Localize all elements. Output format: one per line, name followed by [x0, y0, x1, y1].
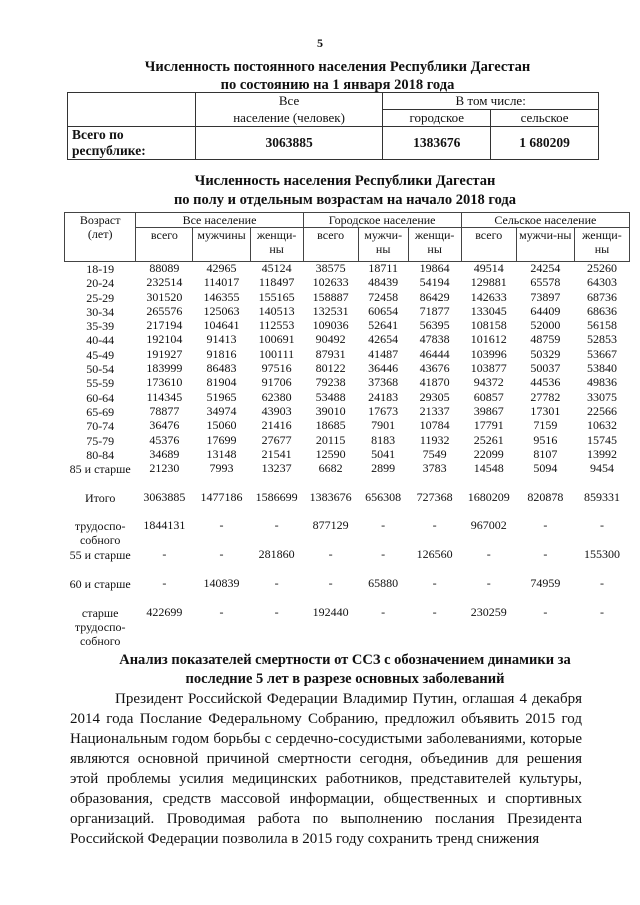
table-cell: 48439	[368, 275, 399, 290]
table-cell: 68636	[586, 303, 617, 318]
header-rural-men: мужчи-ны	[516, 228, 574, 262]
table-row	[65, 434, 630, 448]
table-cell: 100111	[259, 346, 295, 361]
table-row	[65, 291, 630, 305]
table-cell: 859331	[583, 490, 620, 505]
table-cell: 125063	[203, 303, 240, 318]
table-cell: 64303	[586, 275, 617, 290]
table-row	[65, 333, 630, 347]
table-cell: 34974	[206, 403, 237, 418]
table-cell: 183999	[146, 361, 183, 376]
table-cell: 38575	[315, 261, 346, 275]
table-cell: 21337	[419, 403, 450, 418]
age-group-label: 80-84	[86, 447, 115, 462]
table-cell: 49514	[473, 261, 504, 275]
table-row	[65, 606, 630, 650]
table-cell: 230259	[470, 605, 507, 620]
table-cell: 42654	[368, 332, 399, 347]
table-row	[65, 519, 630, 548]
table-cell: 191927	[146, 346, 183, 361]
header-rural: сельское	[491, 110, 599, 127]
age-group-label: 45-49	[86, 347, 115, 362]
table-cell: 192440	[312, 605, 349, 620]
header-urban-women: женщи-ны	[408, 228, 461, 262]
table-cell: 140839	[203, 576, 240, 591]
table-cell: 102633	[312, 275, 349, 290]
table-cell: 109036	[312, 318, 349, 333]
table-cell: 27677	[261, 432, 292, 447]
table-cell: 13992	[586, 446, 617, 461]
table-cell: -	[381, 547, 386, 562]
table-cell: 74959	[530, 576, 561, 591]
table-cell: -	[274, 605, 279, 620]
table-cell: 60857	[473, 389, 504, 404]
table-cell: 101612	[470, 332, 507, 347]
population-table-title	[60, 58, 615, 94]
table-cell: 114345	[146, 389, 183, 404]
table-cell: -	[381, 605, 386, 620]
table-cell: -	[543, 605, 548, 620]
age-group-label: 60-64	[86, 390, 115, 405]
table-row	[65, 548, 630, 577]
table-cell: 56395	[419, 318, 450, 333]
table-cell: 7993	[209, 461, 234, 476]
table-cell: 29305	[419, 389, 450, 404]
table-cell: 100691	[258, 332, 295, 347]
table-cell: 104641	[203, 318, 240, 333]
table-cell: 158887	[312, 289, 349, 304]
table-cell: 45124	[261, 261, 292, 275]
table-cell: 10784	[419, 418, 450, 433]
header-all-line1: Все	[195, 93, 383, 110]
table-cell: -	[432, 518, 437, 533]
table-cell: 656308	[365, 490, 402, 505]
empty-corner-cell	[68, 93, 196, 110]
table-cell: 146355	[203, 289, 240, 304]
table-cell: 60654	[368, 303, 399, 318]
age-group-label: трудоспо-собного	[74, 519, 126, 548]
empty-corner-cell	[68, 110, 196, 127]
table-cell: 24183	[368, 389, 399, 404]
table-cell: 13148	[206, 446, 237, 461]
table-cell: 86429	[419, 289, 450, 304]
table-cell: 112553	[258, 318, 295, 333]
table-cell: 217194	[146, 318, 183, 333]
table-cell: -	[543, 547, 548, 562]
table-cell: 1844131	[143, 518, 186, 533]
age-group-label: старше трудоспо-собного	[74, 606, 126, 649]
table-cell: 3063885	[143, 490, 186, 505]
table-cell: 41487	[368, 346, 399, 361]
table-cell: 118497	[258, 275, 295, 290]
table-cell: 52000	[530, 318, 561, 333]
table-cell: 18711	[368, 261, 398, 275]
table-cell: 20115	[315, 432, 346, 447]
title-line-2: по полу и отдельным возрастам на начало 2018 года	[173, 192, 517, 208]
header-urban-total: всего	[303, 228, 358, 262]
table-cell: 7549	[422, 446, 447, 461]
table-cell: 17673	[368, 403, 399, 418]
table-cell: 17699	[206, 432, 237, 447]
table-cell: 49836	[586, 375, 617, 390]
table-cell: -	[599, 518, 604, 533]
table-row	[65, 491, 630, 519]
table-cell: 21416	[261, 418, 292, 433]
table-row	[65, 391, 630, 405]
table-cell: 967002	[470, 518, 507, 533]
table-cell: 140513	[258, 303, 295, 318]
table-cell: 90492	[315, 332, 346, 347]
table-cell: 422699	[146, 605, 183, 620]
table-row	[65, 305, 630, 319]
table-cell: 50329	[530, 346, 561, 361]
table-cell: 72458	[368, 289, 399, 304]
table-cell: 22566	[586, 403, 617, 418]
age-group-label: 70-74	[86, 419, 115, 434]
table-row	[65, 462, 630, 491]
table-cell: 22099	[473, 446, 504, 461]
header-age: Возраст (лет)	[65, 213, 136, 262]
table-cell: 155300	[583, 547, 620, 562]
table-cell: 53840	[586, 361, 617, 376]
table-cell: 39867	[473, 403, 504, 418]
table-cell: -	[219, 605, 224, 620]
table-cell: 91706	[261, 375, 292, 390]
table-cell: 155165	[258, 289, 295, 304]
table-cell: 232514	[146, 275, 183, 290]
table-cell: 25261	[473, 432, 504, 447]
cvd-mortality-section-title	[60, 651, 630, 689]
table-cell: -	[162, 547, 167, 562]
table-cell: -	[328, 547, 333, 562]
total-population-table	[67, 92, 599, 160]
table-cell: 33075	[586, 389, 617, 404]
age-sex-table-title	[60, 172, 630, 210]
header-rural-women: женщи-ны	[574, 228, 629, 262]
table-cell: 11932	[419, 432, 450, 447]
table-cell: 36446	[368, 361, 399, 376]
title-line-2: по состоянию на 1 января 2018 года	[220, 77, 455, 93]
table-cell: 126560	[416, 547, 453, 562]
table-cell: 62380	[261, 389, 292, 404]
table-cell: 50037	[530, 361, 561, 376]
header-rural-total: всего	[461, 228, 516, 262]
table-cell: 43676	[419, 361, 450, 376]
table-cell: 132531	[312, 303, 349, 318]
table-cell: 94372	[473, 375, 504, 390]
table-cell: 21541	[261, 446, 292, 461]
table-cell: 43903	[261, 403, 292, 418]
age-group-label: 85 и старше	[69, 462, 131, 477]
table-row	[65, 262, 630, 277]
table-cell: 1383676	[309, 490, 352, 505]
table-cell: 7159	[533, 418, 558, 433]
table-cell: 80122	[315, 361, 346, 376]
table-cell: -	[328, 576, 333, 591]
table-cell: 51965	[206, 389, 237, 404]
table-cell: 1586699	[255, 490, 298, 505]
table-cell: 5094	[533, 461, 558, 476]
table-cell: 103996	[470, 346, 507, 361]
table-row	[65, 448, 630, 462]
table-cell: 133045	[470, 303, 507, 318]
table-cell: 34689	[149, 446, 180, 461]
table-cell: 78877	[149, 403, 180, 418]
table-cell: 97516	[261, 361, 292, 376]
table-cell: 68736	[586, 289, 617, 304]
table-cell: 42965	[206, 261, 237, 275]
table-cell: -	[274, 518, 279, 533]
table-cell: 52853	[586, 332, 617, 347]
table-cell: -	[381, 518, 386, 533]
table-cell: 8107	[533, 446, 558, 461]
table-cell: 3783	[422, 461, 447, 476]
table-cell: 54194	[419, 275, 450, 290]
table-cell: 79238	[315, 375, 346, 390]
table-cell: -	[274, 576, 279, 591]
table-cell: 301520	[146, 289, 183, 304]
table-cell: 10632	[586, 418, 617, 433]
table-cell: 17301	[530, 403, 561, 418]
age-group-label: 18-19	[86, 262, 115, 276]
table-cell: 820878	[527, 490, 564, 505]
table-cell: 41870	[419, 375, 450, 390]
age-group-label: 55 и старше	[69, 548, 131, 563]
header-all-men: мужчины	[193, 228, 250, 262]
age-group-label: 50-54	[86, 362, 115, 377]
age-group-label: 40-44	[86, 333, 115, 348]
paragraph: Президент Российской Федерации Владимир Путин, оглашая 4 декабря 2014 года Послание Федеральному Собранию, предложил объявить 2015 год Национальным годом борьбы с сердечно-сосудистыми заболеваниями, которые являются основной причиной смертности сегодня, объединив для решения этой проблемы усилия медицинских работников, представителей культуры, образования, средств массовой информации, общественных и спортивных организаций. Проводимая работа по выполнению послания Президента Российской Федерации позволила в 2015 году сохранить тренд снижения	[70, 691, 582, 847]
age-group-label: 30-34	[86, 304, 115, 319]
table-cell: -	[599, 576, 604, 591]
table-cell: 7901	[371, 418, 396, 433]
value-total: 3063885	[195, 127, 383, 160]
table-cell: 17791	[473, 418, 504, 433]
title-line-1: Численность постоянного населения Республики Дагестан	[144, 59, 531, 75]
header-urban-men: мужчи-ны	[358, 228, 408, 262]
age-group-label: 55-59	[86, 376, 115, 391]
table-cell: 12590	[315, 446, 346, 461]
table-cell: 37368	[368, 375, 399, 390]
table-cell: 71877	[419, 303, 450, 318]
table-row	[65, 319, 630, 333]
table-row	[65, 348, 630, 362]
table-cell: 103877	[470, 361, 507, 376]
age-group-label: 75-79	[86, 433, 115, 448]
table-cell: 91816	[206, 346, 237, 361]
table-cell: 39010	[315, 403, 346, 418]
header-all-total: всего	[136, 228, 193, 262]
table-row	[65, 376, 630, 390]
table-cell: 45376	[149, 432, 180, 447]
row-label-republic-total: Всего по республике:	[68, 127, 196, 160]
table-cell: 81904	[206, 375, 237, 390]
table-cell: 2899	[371, 461, 396, 476]
table-cell: 52641	[368, 318, 399, 333]
table-cell: -	[543, 518, 548, 533]
age-group-label: 65-69	[86, 404, 115, 419]
table-cell: 36476	[149, 418, 180, 433]
header-all-women: женщи-ны	[250, 228, 303, 262]
table-cell: 87931	[315, 346, 346, 361]
age-group-label: 25-29	[86, 290, 115, 305]
header-rural-population: Сельское население	[461, 213, 629, 228]
table-row	[65, 276, 630, 290]
page-number: 5	[317, 36, 323, 50]
table-cell: -	[219, 518, 224, 533]
table-cell: 44536	[530, 375, 561, 390]
table-cell: 25260	[586, 261, 617, 275]
table-cell: 8183	[371, 432, 396, 447]
header-urban: городское	[383, 110, 491, 127]
table-cell: -	[432, 576, 437, 591]
body-text	[70, 689, 582, 849]
header-all-line2: население (человек)	[195, 110, 383, 127]
table-cell: 9454	[589, 461, 614, 476]
table-cell: 13237	[261, 461, 292, 476]
header-all-population: Все население	[136, 213, 303, 228]
table-cell: 18685	[315, 418, 346, 433]
table-cell: 108158	[470, 318, 507, 333]
table-cell: 15060	[206, 418, 237, 433]
age-group-label: 60 и старше	[69, 577, 131, 592]
table-cell: -	[486, 576, 491, 591]
table-cell: 65578	[530, 275, 561, 290]
table-cell: 86483	[206, 361, 237, 376]
table-cell: 281860	[258, 547, 295, 562]
age-sex-population-table	[64, 212, 630, 650]
table-row	[65, 419, 630, 433]
table-cell: 9516	[533, 432, 558, 447]
table-cell: 265576	[146, 303, 183, 318]
age-group-label: Итого	[85, 491, 116, 506]
header-including: В том числе:	[383, 93, 599, 110]
table-cell: 877129	[312, 518, 349, 533]
table-cell: 53667	[586, 346, 617, 361]
table-cell: 56158	[586, 318, 617, 333]
table-cell: 19864	[419, 261, 450, 275]
table-row	[65, 362, 630, 376]
table-cell: 65880	[368, 576, 399, 591]
table-cell: 64409	[530, 303, 561, 318]
table-cell: 114017	[203, 275, 240, 290]
table-cell: -	[219, 547, 224, 562]
table-cell: 46444	[419, 346, 450, 361]
table-cell: -	[486, 547, 491, 562]
table-cell: -	[599, 605, 604, 620]
table-cell: 173610	[146, 375, 183, 390]
table-cell: 192104	[146, 332, 183, 347]
table-cell: 24254	[530, 261, 561, 275]
table-cell: 27782	[530, 389, 561, 404]
table-row	[65, 577, 630, 606]
table-cell: 21230	[149, 461, 180, 476]
table-cell: 88089	[149, 261, 180, 275]
table-cell: 129881	[470, 275, 507, 290]
table-cell: 91413	[206, 332, 237, 347]
table-cell: -	[432, 605, 437, 620]
title-line-2: последние 5 лет в разрезе основных заболеваний	[185, 671, 505, 687]
table-cell: 48759	[530, 332, 561, 347]
value-rural: 1 680209	[491, 127, 599, 160]
table-cell: 727368	[416, 490, 453, 505]
table-cell: 1680209	[467, 490, 510, 505]
title-line-1: Анализ показателей смертности от ССЗ с обозначением динамики за	[119, 652, 571, 668]
table-cell: -	[162, 576, 167, 591]
table-cell: 47838	[419, 332, 450, 347]
table-cell: 53488	[315, 389, 346, 404]
table-cell: 5041	[371, 446, 396, 461]
table-cell: 1477186	[200, 490, 243, 505]
table-cell: 15745	[586, 432, 617, 447]
title-line-1: Численность населения Республики Дагестан	[194, 173, 496, 189]
table-cell: 142633	[470, 289, 507, 304]
table-cell: 6682	[318, 461, 343, 476]
table-cell: 14548	[473, 461, 504, 476]
age-group-label: 35-39	[86, 319, 115, 334]
header-urban-population: Городское население	[303, 213, 461, 228]
table-row	[65, 405, 630, 419]
value-urban: 1383676	[383, 127, 491, 160]
table-cell: 73897	[530, 289, 561, 304]
age-group-label: 20-24	[86, 276, 115, 291]
